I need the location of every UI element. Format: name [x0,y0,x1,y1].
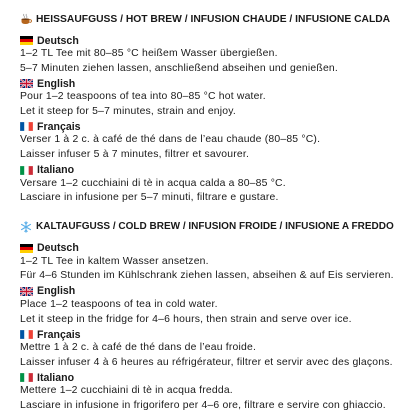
instruction-line: Laisser infuser 4 à 6 heures au réfrigérateur, filtrer et servir avec des glaçons. [20,356,393,368]
flag-germany-icon [20,36,33,45]
instruction-line: Laisser infuser 5 à 7 minutes, filtrer et savourer. [20,148,250,160]
language-heading [20,164,396,177]
language-block-deutsch [20,242,396,284]
language-block-francais [20,120,396,162]
instruction-line: Verser 1 à 2 c. à café de thé dans de l’eau chaude (80–85 °C). [20,134,321,146]
section-title: HEISSAUFGUSS / HOT BREW / INFUSION CHAUDE / INFUSIONE CALDA [36,13,391,25]
flag-france-icon [20,122,33,131]
language-heading [20,77,396,90]
cold-brew-heading [20,219,396,235]
instruction-line: Lasciare in infusione in frigorifero per 4–6 ore, filtrare e servire con ghiaccio. [20,399,386,411]
flag-germany-icon [20,244,33,253]
language-block-italiano [20,371,396,413]
language-block-francais [20,328,396,370]
instruction-line: 1–2 TL Tee in kaltem Wasser ansetzen. [20,255,209,267]
language-block-italiano [20,164,396,206]
language-label: English [37,285,76,298]
instruction-line: Versare 1–2 cucchiaini di tè in acqua calda a 80–85 °C. [20,177,286,189]
instruction-line: Für 4–6 Stunden im Kühlschrank ziehen lassen, abseihen & auf Eis servieren. [20,270,394,282]
hot-brew-section [20,11,396,206]
instruction-line: Mettere 1–2 cucchiaini di tè in acqua fredda. [20,385,233,397]
instruction-line: Mettre 1 à 2 c. à café de thé dans de l’eau froide. [20,342,257,354]
cold-brew-section [20,219,396,414]
flag-uk-icon [20,79,33,88]
language-heading [20,242,396,255]
flag-italy-icon [20,166,33,175]
instruction-line: Let it steep for 5–7 minutes, strain and enjoy. [20,105,236,117]
instruction-line: 5–7 Minuten ziehen lassen, anschließend abseihen und genießen. [20,62,338,74]
language-label: Deutsch [37,34,79,47]
language-block-english [20,285,396,327]
flag-uk-icon [20,287,33,296]
language-label: Italiano [37,164,75,177]
language-heading [20,328,396,341]
language-label: Italiano [37,371,75,384]
language-heading [20,371,396,384]
section-title: KALTAUFGUSS / COLD BREW / INFUSION FROIDE / INFUSIONE A FREDDO [36,221,394,233]
instruction-line: Pour 1–2 teaspoons of tea into 80–85 °C hot water. [20,91,266,103]
snowflake-icon [20,221,32,233]
language-heading [20,285,396,298]
instruction-line: 1–2 TL Tee mit 80–85 °C heißem Wasser übergießen. [20,48,278,59]
language-heading [20,34,396,47]
instruction-line: Place 1–2 teaspoons of tea in cold water. [20,298,218,310]
language-label: Deutsch [37,242,79,255]
language-block-deutsch [20,34,396,76]
instruction-line: Lasciare in infusione per 5–7 minuti, filtrare e gustare. [20,192,279,204]
language-label: Français [37,328,81,341]
hot-coffee-icon [20,13,32,25]
language-label: English [37,77,76,90]
flag-italy-icon [20,373,33,382]
flag-france-icon [20,330,33,339]
language-block-english [20,77,396,119]
language-label: Français [37,120,81,133]
language-heading [20,120,396,133]
hot-brew-heading [20,11,396,27]
instruction-line: Let it steep in the fridge for 4–6 hours, then strain and serve over ice. [20,313,352,325]
